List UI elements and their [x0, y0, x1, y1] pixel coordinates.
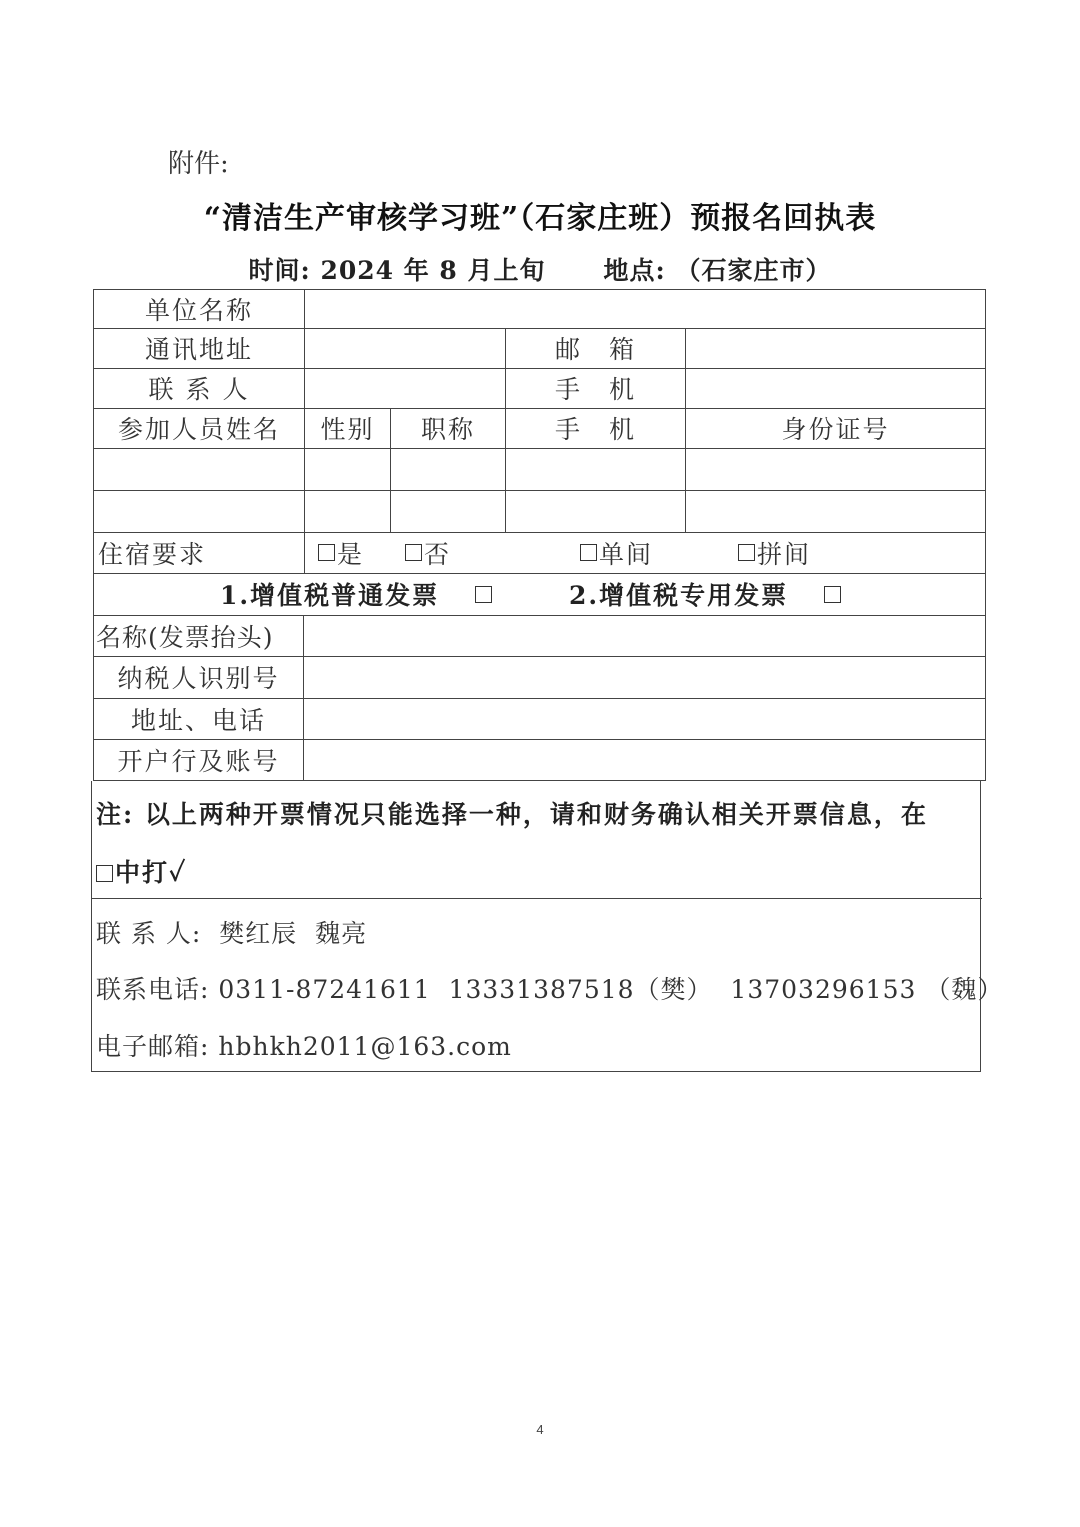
invoice-type-2-label: 2.增值税专用发票	[569, 581, 789, 610]
option-single[interactable]	[580, 532, 680, 573]
option-single-label: 单间	[599, 539, 654, 569]
form-title: “清洁生产审核学习班”（石家庄班）预报名回执表	[203, 201, 877, 236]
address-phone-field[interactable]	[304, 698, 985, 739]
event-time: 时间: 2024 年 8 月上旬	[248, 256, 546, 285]
invoice-name-field[interactable]	[304, 615, 985, 656]
option-yes[interactable]	[318, 532, 398, 573]
unit-name-label: 单位名称	[144, 296, 253, 325]
mobile-field[interactable]	[686, 368, 985, 408]
id-number-header: 身份证号	[781, 415, 890, 444]
note-line-1: 注: 以上两种开票情况只能选择一种，请和财务确认相关开票信息，在	[96, 800, 928, 829]
contact-email: 电子邮箱: hbhkh2011@163.com	[96, 1032, 512, 1061]
invoice-type-2[interactable]	[569, 573, 869, 615]
form-subtitle	[0, 251, 1080, 287]
page-number: 4	[536, 1422, 544, 1437]
job-title-header: 职称	[420, 415, 475, 444]
mobile-label: 手 机	[554, 375, 636, 404]
option-yes-label: 是	[337, 539, 365, 569]
address-field[interactable]	[305, 328, 505, 368]
bank-account-label: 开户行及账号	[117, 746, 280, 776]
checkbox-sample	[96, 865, 113, 882]
footer-box	[91, 781, 1004, 1072]
taxpayer-id-field[interactable]	[304, 656, 985, 698]
checkbox-shared[interactable]	[738, 544, 755, 561]
attendee-row-2[interactable]	[94, 490, 304, 532]
contact-phones: 联系电话: 0311-87241611 13331387518（樊） 13703296153 （魏）	[96, 975, 1004, 1004]
invoice-type-1[interactable]	[220, 573, 520, 615]
event-place: 地点: （石家庄市）	[603, 256, 832, 285]
option-shared-label: 拼间	[757, 539, 812, 569]
attendee-mobile-header: 手 机	[554, 415, 636, 444]
attachment-label: 附件:	[168, 149, 229, 179]
taxpayer-id-label: 纳税人识别号	[117, 664, 280, 693]
postcode-label: 邮 箱	[554, 335, 636, 364]
option-no-label: 否	[424, 539, 452, 569]
checkbox-invoice-1[interactable]	[475, 586, 492, 603]
bank-account-field[interactable]	[304, 739, 985, 780]
unit-name-field[interactable]	[305, 290, 985, 328]
invoice-type-1-label: 1.增值税普通发票	[220, 581, 440, 610]
attendee-name-header: 参加人员姓名	[117, 415, 280, 444]
checkbox-single[interactable]	[580, 544, 597, 561]
accommodation-label: 住宿要求	[98, 539, 207, 569]
contact-person-field[interactable]	[305, 368, 505, 408]
option-shared[interactable]	[738, 532, 838, 573]
address-phone-label: 地址、电话	[130, 705, 266, 735]
gender-header: 性别	[320, 415, 375, 444]
invoice-name-label: 名称(发票抬头)	[96, 622, 274, 652]
option-no[interactable]	[405, 532, 485, 573]
postcode-field[interactable]	[686, 328, 985, 368]
registration-table	[93, 289, 986, 781]
contact-persons: 联 系 人: 樊红辰 魏亮	[96, 919, 368, 948]
checkbox-yes[interactable]	[318, 544, 335, 561]
attendee-row-1[interactable]	[94, 448, 304, 490]
note-line-2: 中打✓	[96, 853, 187, 889]
checkbox-invoice-2[interactable]	[824, 586, 841, 603]
checkbox-no[interactable]	[405, 544, 422, 561]
address-label: 通讯地址	[144, 335, 253, 364]
contact-person-label: 联 系 人	[148, 375, 250, 404]
